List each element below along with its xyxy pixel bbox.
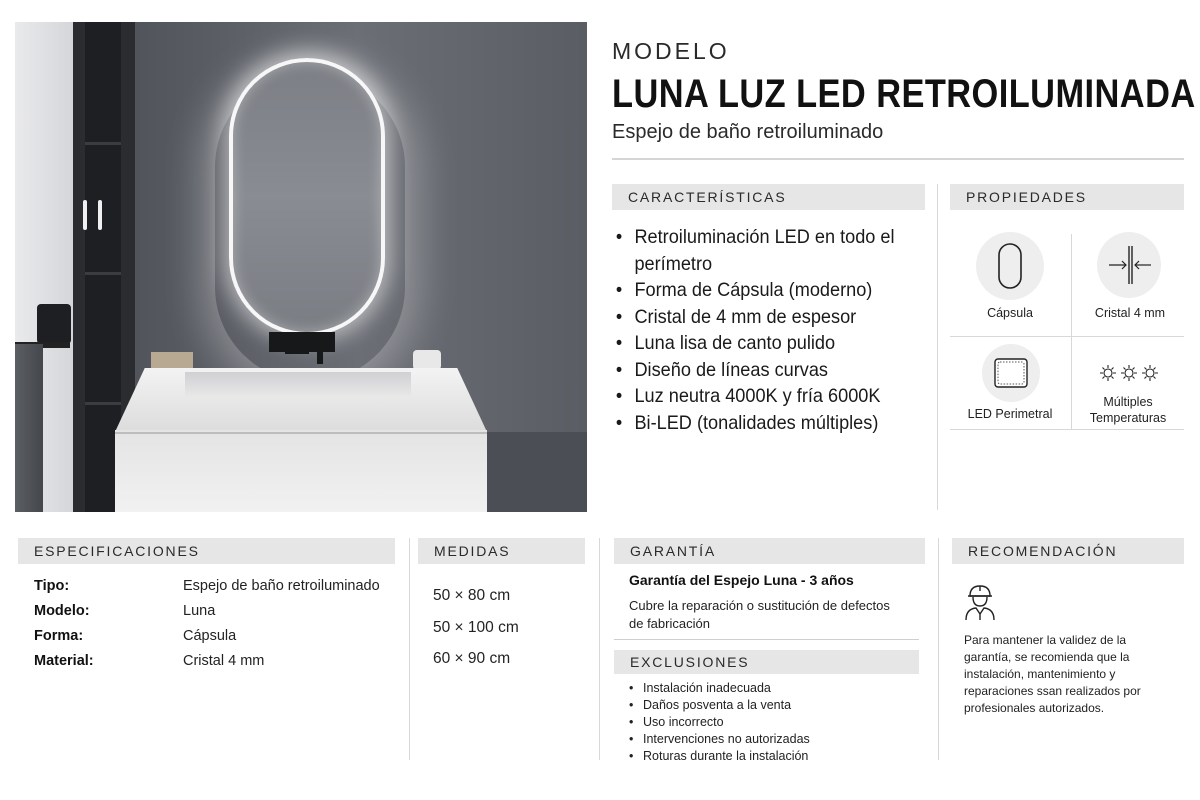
exclusions-list xyxy=(629,680,909,765)
feature-item: • Cristal de 4 mm de espesor xyxy=(614,304,902,331)
model-kicker: MODELO xyxy=(612,38,730,64)
divider xyxy=(1071,234,1072,430)
product-title: LUNA LUZ LED RETROILUMINADA xyxy=(612,72,1196,116)
temperatures-icon xyxy=(1098,362,1160,384)
property-label: Cristal 4 mm xyxy=(1094,306,1166,320)
spec-key: Material: xyxy=(34,653,94,669)
worker-icon xyxy=(962,582,998,622)
features-heading: CARACTERÍSTICAS xyxy=(612,184,925,210)
divider xyxy=(938,538,939,760)
spec-key: Forma: xyxy=(34,628,84,644)
spec-value: Espejo de baño retroiluminado xyxy=(183,578,380,594)
measures-heading: MEDIDAS xyxy=(418,538,585,564)
feature-item: • Diseño de líneas curvas xyxy=(614,357,902,384)
divider xyxy=(614,639,919,640)
spec-value: Luna xyxy=(183,603,216,619)
measure-item: 50 × 100 cm xyxy=(433,619,519,636)
feature-item: • Luna lisa de canto pulido xyxy=(614,330,902,357)
feature-item: • Luz neutra 4000K y fría 6000K xyxy=(614,383,902,410)
exclusion-item: • Daños posventa a la venta xyxy=(629,697,909,714)
led-perimeter-icon xyxy=(982,344,1040,402)
capsule-mirror xyxy=(229,58,385,336)
recommendation-text: Para mantener la validez de la garantía, se recomienda que la instalación, mantenimiento y reparaciones ssan realizados por profesionales autorizados. xyxy=(964,633,1141,715)
spec-value: Cristal 4 mm xyxy=(183,653,265,669)
feature-item: • Forma de Cápsula (moderno) xyxy=(614,277,902,304)
divider xyxy=(599,538,600,760)
exclusions-heading: EXCLUSIONES xyxy=(614,650,919,674)
exclusion-item: • Instalación inadecuada xyxy=(629,680,909,697)
property-label: Múltiples Temperaturas xyxy=(1089,395,1167,425)
warranty-description: Cubre la reparación o sustitución de defectos de fabricación xyxy=(629,598,890,631)
spec-value: Cápsula xyxy=(183,628,237,644)
property-label: LED Perimetral xyxy=(967,407,1053,421)
warranty-title: Garantía del Espejo Luna - 3 años xyxy=(629,572,854,588)
feature-item: • Retroiluminación LED en todo el perímetro xyxy=(614,224,902,277)
exclusion-item: • Intervenciones no autorizadas xyxy=(629,731,909,748)
product-subtitle: Espejo de baño retroiluminado xyxy=(612,121,884,143)
capsule-icon xyxy=(976,232,1044,300)
spec-key: Modelo: xyxy=(34,603,90,619)
glass-thickness-icon xyxy=(1097,232,1161,298)
divider xyxy=(937,184,938,510)
divider xyxy=(409,538,410,760)
spec-key: Tipo: xyxy=(34,578,70,594)
product-photo xyxy=(15,22,587,512)
warranty-heading: GARANTÍA xyxy=(614,538,925,564)
exclusion-item: • Uso incorrecto xyxy=(629,714,909,731)
measure-item: 60 × 90 cm xyxy=(433,650,511,667)
specs-heading: ESPECIFICACIONES xyxy=(18,538,395,564)
measure-item: 50 × 80 cm xyxy=(433,587,511,604)
divider xyxy=(950,336,1184,337)
divider xyxy=(950,429,1184,430)
features-list xyxy=(614,224,924,436)
exclusion-item: • Roturas durante la instalación xyxy=(629,748,909,765)
feature-item: • Bi-LED (tonalidades múltiples) xyxy=(614,410,902,437)
properties-heading: PROPIEDADES xyxy=(950,184,1184,210)
recommendation-heading: RECOMENDACIÓN xyxy=(952,538,1184,564)
divider xyxy=(612,158,1184,160)
property-label: Cápsula xyxy=(987,306,1033,320)
